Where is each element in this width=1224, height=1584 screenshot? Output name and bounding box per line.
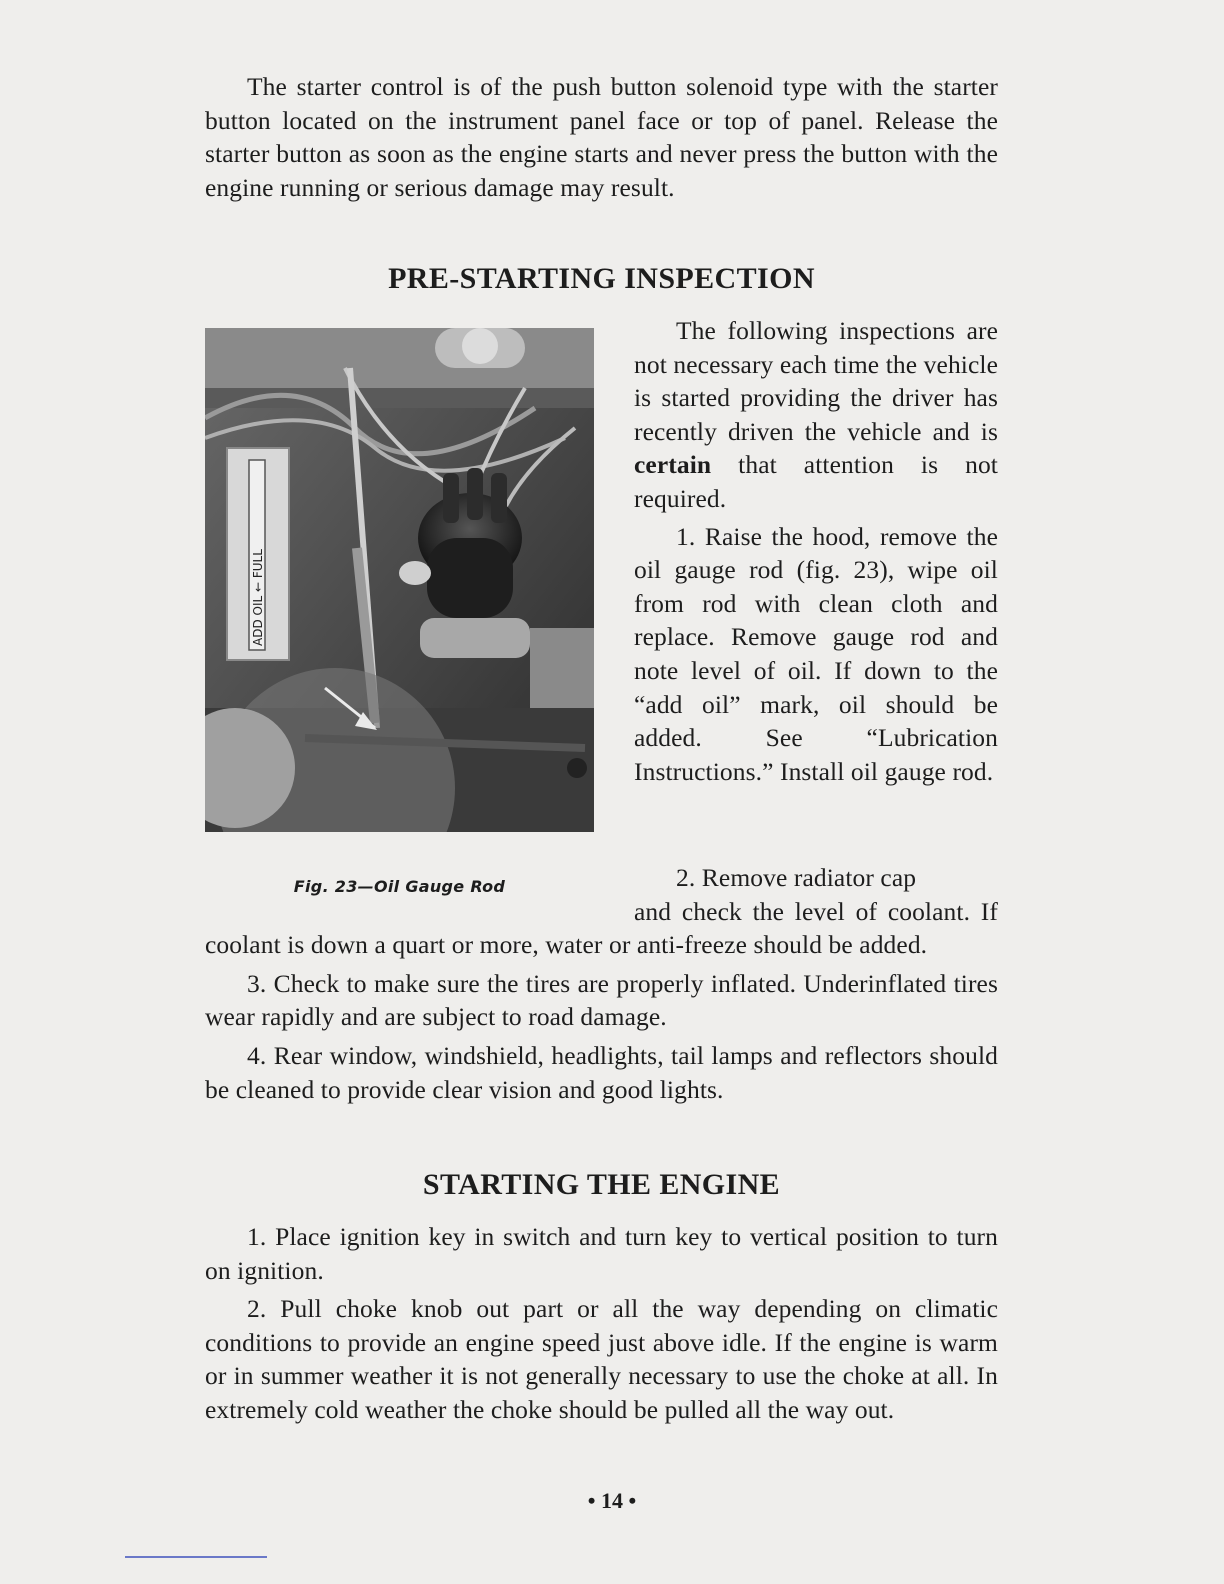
pre-intro-text-a: The following inspections are not necessary each time the vehicle is started providing the driver has recently driven the vehicle and is — [634, 316, 998, 446]
pre-item-3: 3. Check to make sure the tires are properly inflated. Underinflated tires wear rapidly and are subject to road damage. — [205, 968, 998, 1032]
page-number: • 14 • — [587, 1488, 637, 1513]
pre-item-2 — [205, 861, 998, 895]
pre-item-2-rest: and check the level of coolant. If coolant is down a quart or more, water or anti-freeze should be added. — [205, 896, 998, 960]
pre-item-2-body — [205, 895, 998, 962]
intro-block — [205, 70, 998, 204]
oil-gauge-rod-photo — [205, 328, 594, 832]
pre-starting-heading: PRE-STARTING INSPECTION — [388, 262, 815, 295]
intro-paragraph: The starter control is of the push button solenoid type with the starter button located on the instrument panel face or top of panel. Release the starter button as soon as the engine starts and never press the button with the engine running or serious damage may result. — [205, 72, 998, 202]
footer-rule — [125, 1556, 267, 1558]
pre-continued — [205, 861, 998, 1106]
pre-intro-text-b: that attention is not required. — [634, 450, 998, 513]
pre-item-2-lead: 2. Remove radiator cap — [676, 863, 917, 892]
pre-item-4: 4. Rear window, windshield, headlights, tail lamps and reflectors should be cleaned to provide clear vision and good lights. — [205, 1040, 998, 1104]
dipstick-label: ADD OIL ← FULL — [251, 549, 265, 646]
figure-caption: Fig. 23—Oil Gauge Rod — [293, 877, 506, 896]
pre-item-1: 1. Raise the hood, remove the oil gauge rod (fig. 23), wipe oil from rod with clean cloth and replace. Remove gauge rod and note level of oil. If down to the “add oil” mark, oil should be added. See “Lubrication Instructions.” Install oil gauge rod. — [634, 521, 998, 786]
engine-illustration — [205, 328, 594, 832]
start-item-2: 2. Pull choke knob out part or all the way depending on climatic conditions to provide an engine speed just above idle. If the engine is warm or in summer weather it is not generally necessary to use the choke at all. In extremely cold weather the choke should be pulled all the way out. — [205, 1294, 998, 1424]
starting-engine-heading: STARTING THE ENGINE — [422, 1168, 781, 1201]
start-item-1: 1. Place ignition key in switch and turn key to vertical position to turn on ignition. — [205, 1222, 998, 1285]
pre-intro-bold: certain — [634, 450, 712, 480]
pre-intro-paragraph — [634, 314, 998, 516]
pre-side-column — [634, 314, 998, 792]
start-block — [205, 1220, 998, 1427]
